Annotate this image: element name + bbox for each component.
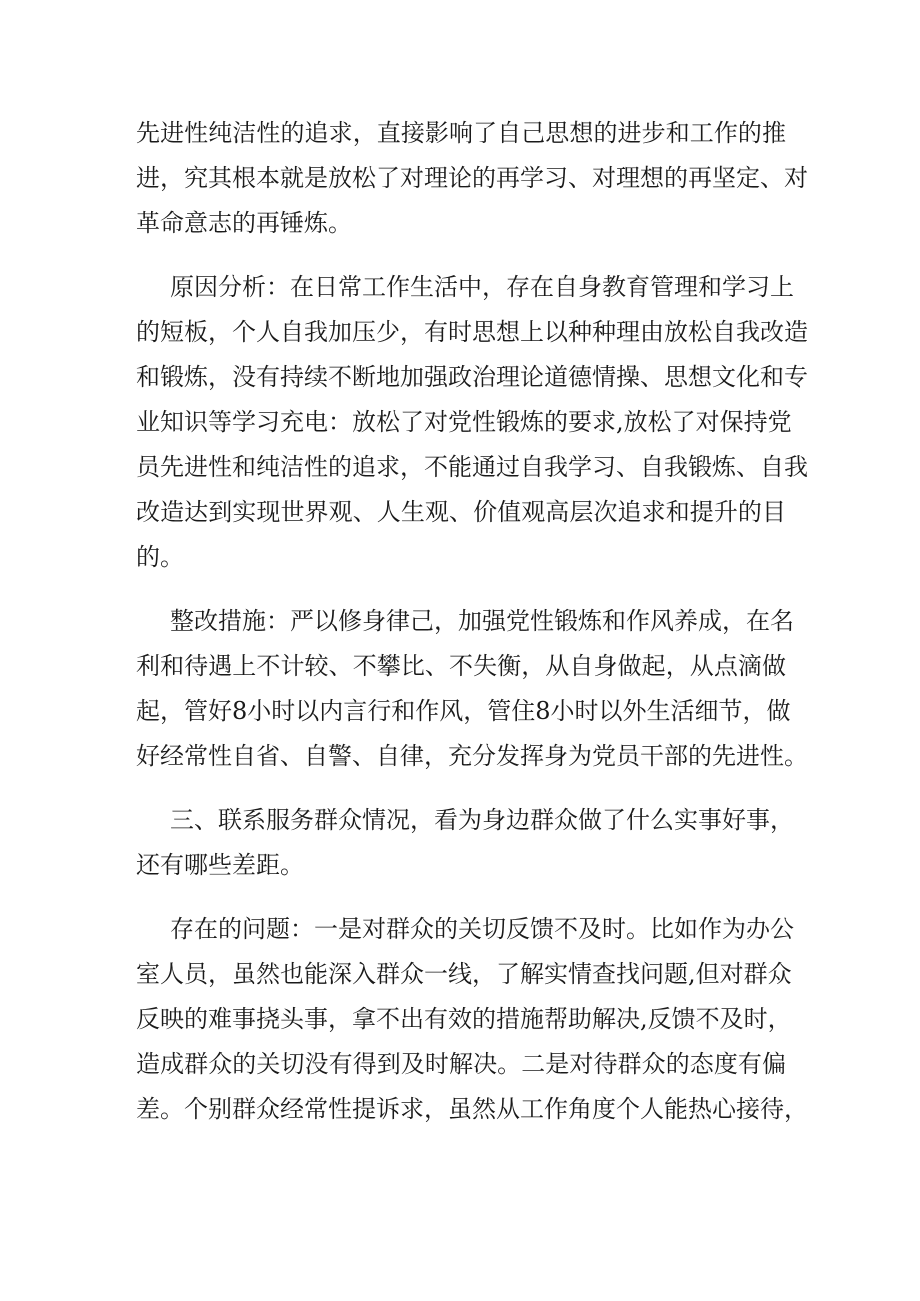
text-line: 存在的问题：一是对群众的关切反馈不及时。比如作为办公 (170, 915, 794, 943)
paragraph-continuation (136, 111, 808, 246)
section-heading-three (136, 798, 794, 888)
text-line: 的。 (136, 543, 184, 571)
text-line: 造成群众的关切没有得到及时解决。二是对待群众的态度有偏 (136, 1050, 786, 1078)
paragraph-cause-analysis (136, 265, 808, 580)
paragraph-rectification-measures (136, 599, 808, 779)
text-line: 改造达到实现世界观、人生观、价值观高层次追求和提升的目 (136, 498, 786, 526)
text-line: 还有哪些差距。 (136, 851, 304, 879)
text-line: 先进性纯洁性的追求，直接影响了自己思想的进步和工作的推 (136, 119, 786, 147)
text-line: 整改措施：严以修身律己，加强党性锻炼和作风养成，在名 (170, 607, 794, 635)
text-line: 业知识等学习充电：放松了对党性锻炼的要求,放松了对保持党 (136, 408, 792, 436)
paragraph-existing-problems (136, 907, 808, 1132)
text-line: 和锻炼，没有持续不断地加强政治理论道德情操、思想文化和专 (136, 363, 808, 391)
text-line: 差。个别群众经常性提诉求，虽然从工作角度个人能热心接待， (136, 1095, 808, 1123)
text-line: 的短板，个人自我加压少，有时思想上以种种理由放松自我改造 (136, 318, 808, 346)
document-body (136, 111, 808, 1151)
text-line: 起，管好8小时以内言行和作风，管住8小时以外生活细节，做 (136, 697, 791, 725)
text-line: 好经常性自省、自警、自律，充分发挥身为党员干部的先进性。 (136, 742, 808, 770)
text-line: 员先进性和纯洁性的追求，不能通过自我学习、自我锻炼、自我 (136, 453, 808, 481)
text-line: 利和待遇上不计较、不攀比、不失衡，从自身做起，从点滴做 (136, 652, 786, 680)
text-line: 室人员，虽然也能深入群众一线，了解实情查找问题,但对群众 (136, 960, 792, 988)
text-line: 进，究其根本就是放松了对理论的再学习、对理想的再坚定、对 (136, 164, 808, 192)
text-line: 原因分析：在日常工作生活中，存在自身教育管理和学习上 (170, 273, 794, 301)
text-line: 三、联系服务群众情况，看为身边群众做了什么实事好事， (170, 806, 794, 834)
text-line: 反映的难事挠头事，拿不出有效的措施帮助解决,反馈不及时， (136, 1005, 792, 1033)
text-line: 革命意志的再锤炼。 (136, 209, 352, 237)
